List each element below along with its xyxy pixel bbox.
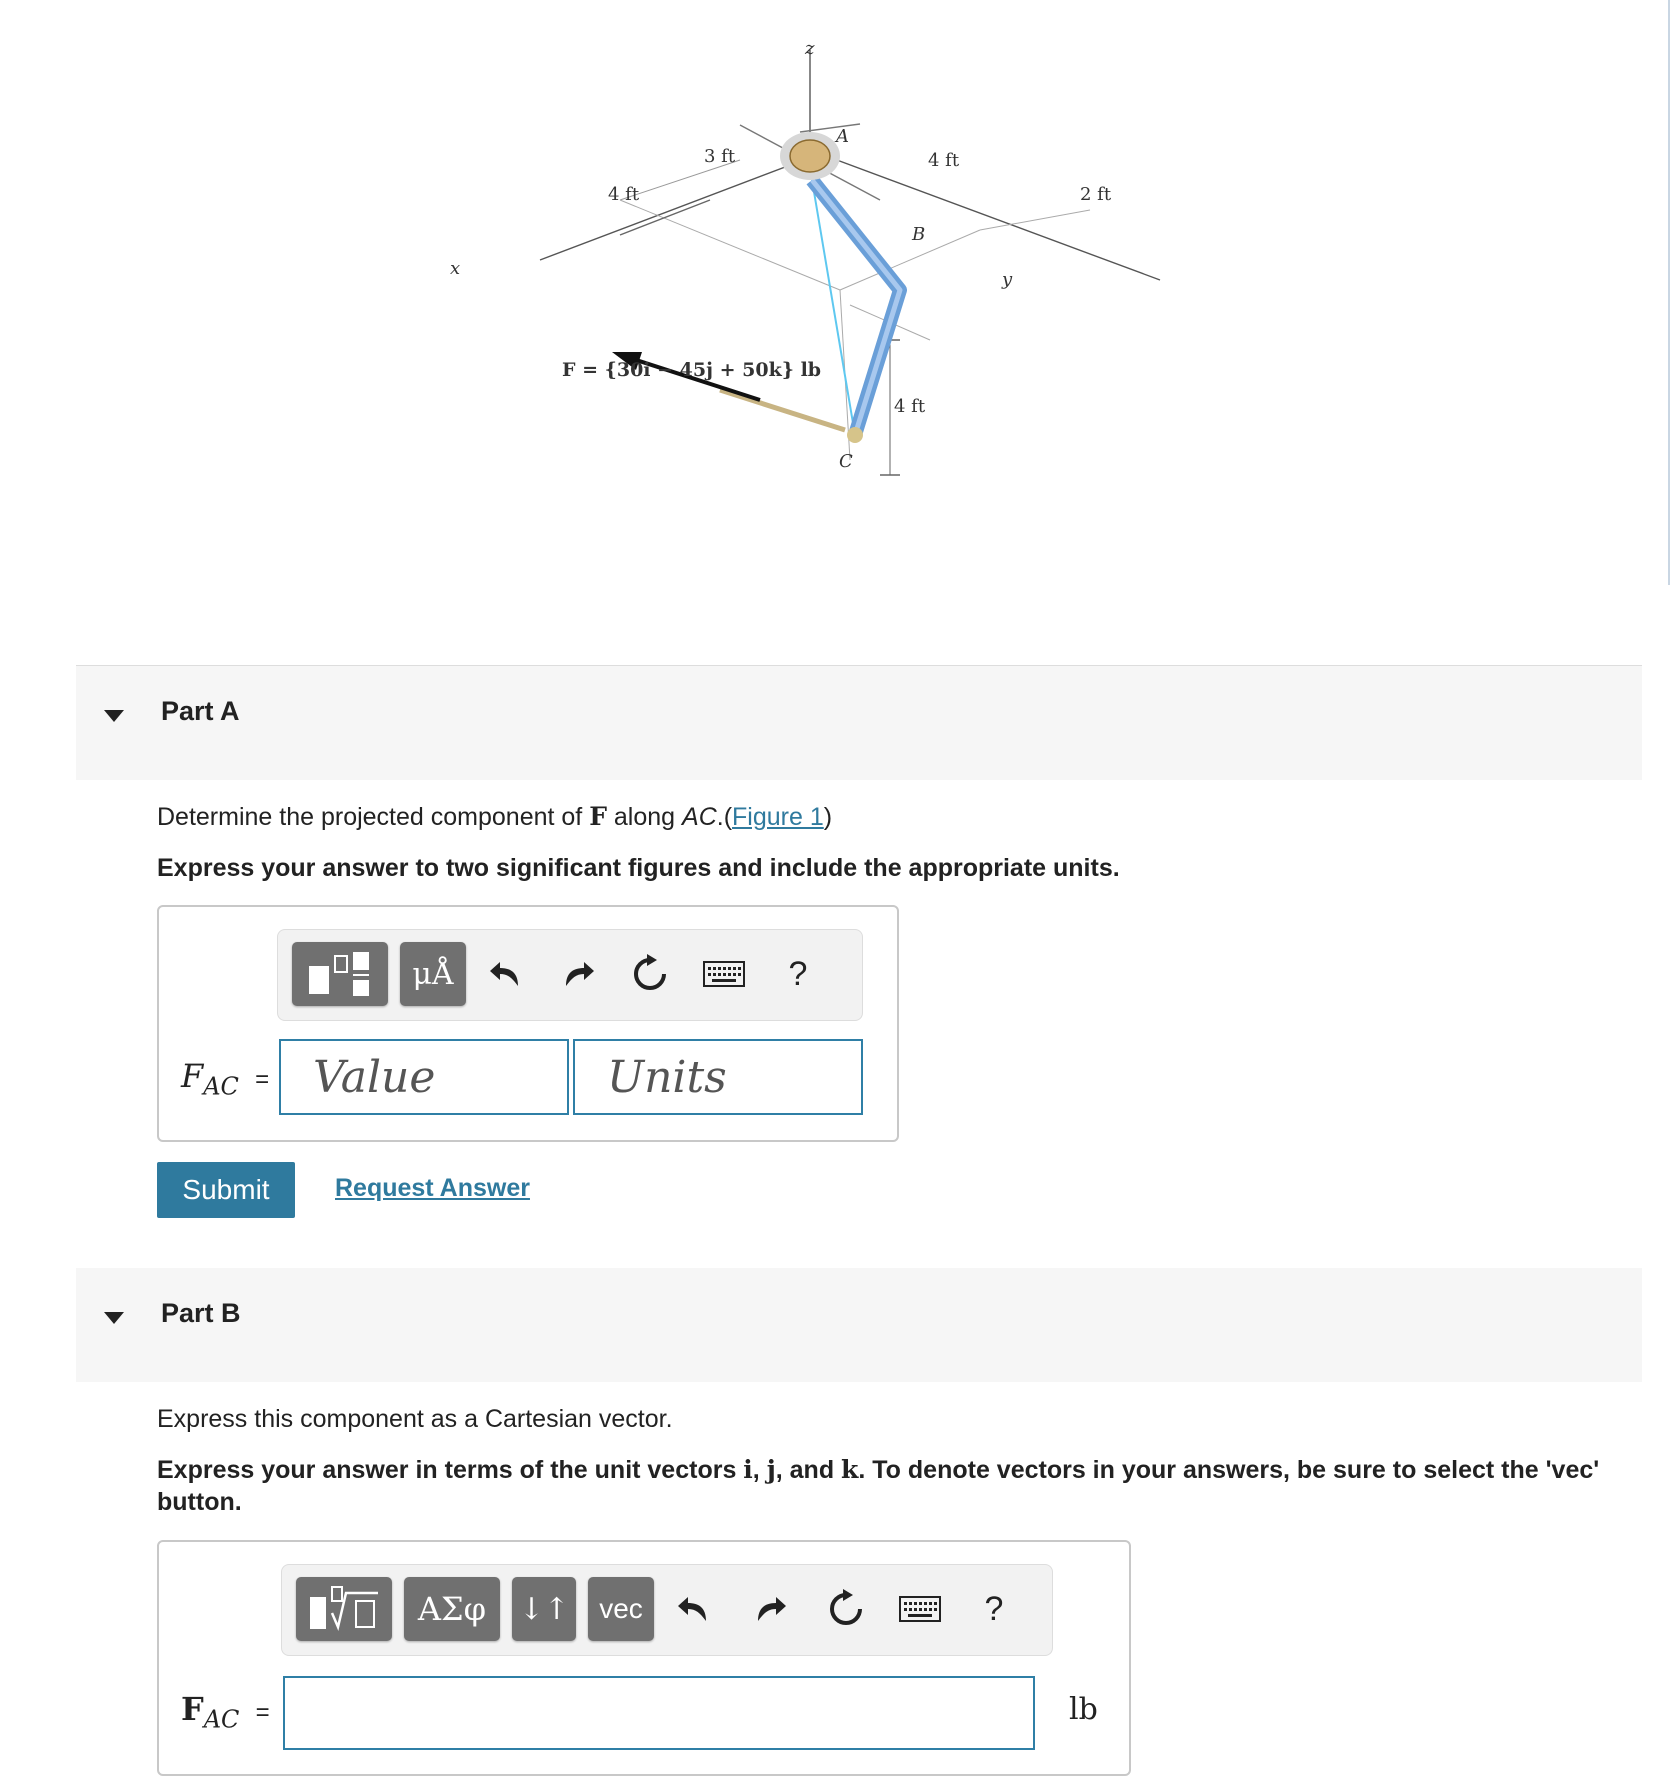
redo-icon[interactable] [550,944,606,1004]
vec-button[interactable]: vec [588,1577,654,1641]
label-B: B [912,224,926,245]
reset-icon[interactable] [622,944,678,1004]
vector-answer-input[interactable] [283,1676,1035,1750]
figure-1-link[interactable]: Figure 1 [732,803,824,831]
templates-button[interactable] [292,942,388,1006]
undo-icon[interactable] [478,944,534,1004]
greek-symbols-button[interactable]: ΑΣφ [404,1577,500,1641]
templates-button[interactable] [296,1577,392,1641]
part-b-header[interactable] [76,1268,1642,1382]
label-4ft-right: 4 ft [928,150,960,171]
collapse-caret-icon[interactable] [104,1312,124,1324]
part-a-title: Part A [161,696,240,726]
joint-C [847,427,863,443]
figure-1 [450,38,1180,500]
request-answer-link[interactable]: Request Answer [335,1174,530,1202]
part-a-instruction: Express your answer to two significant figures and include the appropriate units. [157,854,1120,882]
label-C: C [839,451,853,472]
undo-icon[interactable] [666,1579,722,1639]
collapse-caret-icon[interactable] [104,710,124,722]
label-A: A [836,126,849,147]
redo-icon[interactable] [742,1579,798,1639]
label-4ft-left: 4 ft [608,184,640,205]
label-y: y [1002,269,1013,290]
force-rod [720,390,845,430]
keyboard-icon[interactable] [892,1579,948,1639]
part-a-header[interactable] [76,665,1642,780]
label-2ft: 2 ft [1080,184,1112,205]
part-b-answer-label: $F_{AC}$ = [181,1690,270,1734]
label-3ft: 3 ft [704,146,736,167]
sqrt-templates-icon [306,1583,382,1635]
part-b-question: Express this component as a Cartesian vector. [157,1405,673,1433]
unit-label: lb [1069,1692,1098,1727]
part-b-toolbar [281,1564,1053,1656]
help-icon[interactable]: ? [984,1589,1004,1628]
reset-icon[interactable] [818,1579,874,1639]
units-input[interactable]: Units [573,1039,863,1115]
part-a-answer-box [157,905,899,1142]
help-icon[interactable]: ? [788,954,808,993]
label-4ft-vertical: 4 ft [894,396,926,417]
units-button[interactable]: μÅ [400,942,466,1006]
sub-superscript-button[interactable]: ↓↑ [512,1577,576,1641]
templates-icon [305,948,375,1000]
part-b-instruction: Express your answer in terms of the unit vectors i, j, and k. To denote vectors in your answers, be sure to select the 'vec' button. [157,1455,1600,1516]
part-a-toolbar [277,929,863,1021]
value-input[interactable]: Value [279,1039,569,1115]
part-b-title: Part B [161,1298,241,1328]
part-a-answer-label: $F_{AC}$ = [181,1057,270,1101]
force-label: F = {30i − 45j + 50k} lb [562,359,822,381]
y-axis [810,150,1160,280]
part-a-question: Determine the projected component of F along AC.(Figure 1) [157,802,833,831]
label-x: x [450,258,461,279]
part-b-answer-box [157,1540,1131,1776]
submit-button[interactable]: Submit [157,1162,295,1218]
support-A [790,140,830,172]
scrollbar-track[interactable] [1668,0,1670,585]
label-z: z [805,38,815,59]
keyboard-icon[interactable] [696,944,752,1004]
